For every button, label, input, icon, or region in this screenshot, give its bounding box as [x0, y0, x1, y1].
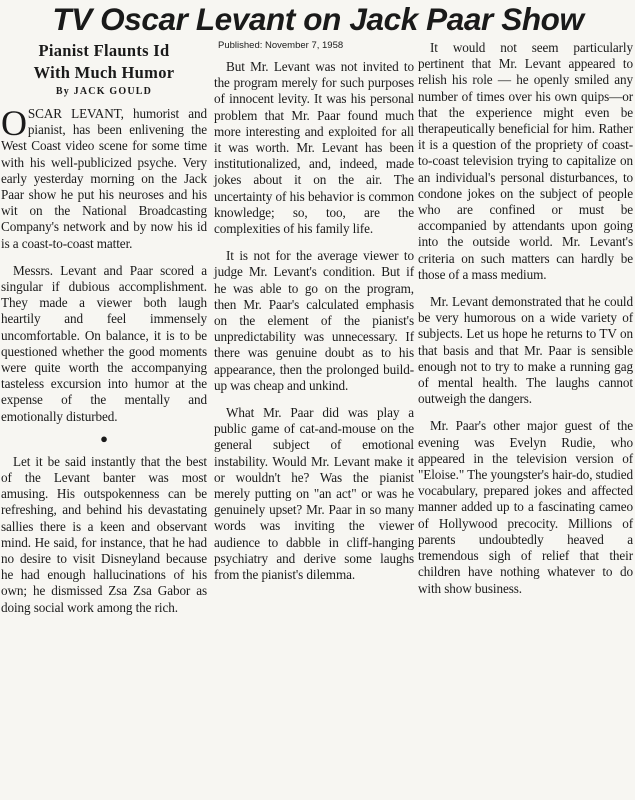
paragraph-3: Let it be said instantly that the best of the Levant banter was most amusing. His outspokenness can be refreshing, and behind his devastating sallies there is a keen and observant mind. He said, for instance, that he had no desire to visit Disneyland because he had enough hallucinations of his own; he dismissed Zsa Zsa Gabor as doing social work among the rich. [1, 453, 207, 615]
paragraph-9: Mr. Paar's other major guest of the evening was Evelyn Rudie, who appeared in the television version of "Eloise." The youngster's hair-do, studied vocabulary, prepared jokes and affected manner added up to a fascinating cameo of Hollywood precocity. Millions of parents undoubtedly heaved a tremendous sigh of relief that their children have nothing whatever to do with show business. [418, 418, 634, 596]
publication-date: Published: November 7, 1958 [218, 40, 344, 51]
section-divider-bullet: ● [100, 430, 108, 446]
column-1 [1, 40, 207, 627]
paragraph-4: But Mr. Levant was not invited to the program merely for such purposes of innocent levity. It was his personal problem that Mr. Paar found much more interesting and exploited for all it was worth. Mr. Levant has been institutionalized, and, indeed, made jokes about it on the air. The uncertainty of his behavior is common knowledge; so, too, are the complexities of his family life. [214, 59, 414, 237]
article-body-col3 [418, 40, 633, 597]
headline: TV Oscar Levant on Jack Paar Show [52, 1, 584, 37]
subhead-line-2: With Much Humor [33, 63, 175, 82]
paragraph-8: Mr. Levant demonstrated that he could be very humorous on a wide variety of subjects. Let us hope he returns to TV on that basis and that Mr. Paar is sensible enough not to try to make a running gag of mental health. The laughs cannot outweigh the dangers. [418, 294, 633, 407]
paragraph-6: What Mr. Paar did was play a public game of cat-and-mouse on the general subject of emotional instability. Would Mr. Levant make it or wouldn't he? Was the pianist merely putting on "an act" or was he genuinely upset? Mr. Paar in so many words was inviting the viewer audience to dabble in cliff-hanging psychiatry and derive some laughs from the pianist's dilemma. [214, 405, 414, 583]
paragraph-1 [1, 103, 207, 252]
paragraph-1-text: SCAR LEVANT, humorist and pianist, has been enlivening the West Coast video scene for some time with his well-publicized psyche. Very early yesterday morning on the Jack Paar show he put his neuroses and his wit on the National Broadcasting Company's network and by now his id is a coast-to-coast matter. [1, 106, 207, 251]
paragraph-5: It is not for the average viewer to judge Mr. Levant's condition. But if he was able to go on the program, then Mr. Paar's calculated emphasis on the element of the pianist's unpredictability was unnecessary. If there was genuine doubt as to his appearance, then the prolonged build-up was cheap and unkind. [214, 248, 414, 393]
column-3 [418, 40, 633, 608]
article-body-col1 [1, 103, 207, 616]
column-2 [214, 40, 414, 594]
subhead-line-1: Pianist Flaunts Id [38, 41, 170, 60]
subhead [1, 40, 207, 84]
article-body-col2 [214, 59, 414, 583]
drop-cap: O [1, 103, 27, 143]
paragraph-2: Messrs. Levant and Paar scored a singular if dubious accomplishment. They made a viewer both laugh heartily and feel immensely uncomfortable. On balance, it is to be questioned whether the good moments were quite worth the accompanying tasteless excursion into humor at the expense of the mentally and emotionally disturbed. [1, 262, 207, 424]
paragraph-7: It would not seem particularly pertinent that Mr. Levant appeared to relish his role — he openly smiled any number of times over his own quips—or that the experience might even be therapeutically beneficial for him. Rather it is a question of the propriety of coast-to-coast television trying to capitalize on an individual's personal disturbances, to condone jokes on the subject of people who are confined or must be accompanied by attendants upon going into the outside world. Mr. Levant's criteria on such matters can hardly be those of a mass medium. [418, 40, 633, 282]
byline: By JACK GOULD [55, 86, 153, 97]
